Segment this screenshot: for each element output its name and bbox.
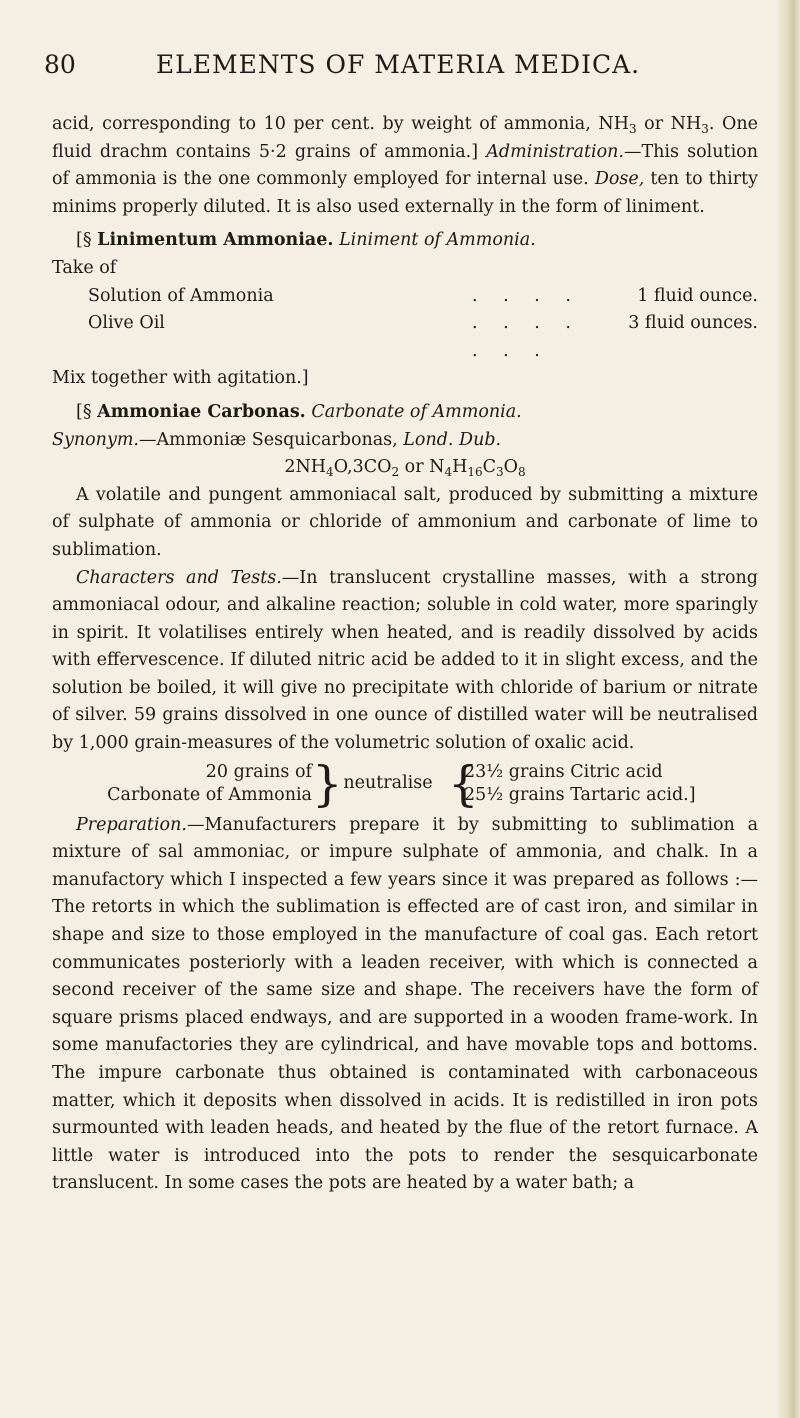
paragraph-ammonia-solution [52,111,758,221]
page-number: 80 [44,50,76,79]
recipe-ingredient: Olive Oil [88,313,165,334]
carbonas-latin-title: Ammoniae Carbonas. [97,401,306,422]
mix-instruction: Mix together with agitation.] [52,368,309,389]
synonym-source: Lond. Dub. [403,429,502,450]
liniment-english-title: Liniment of Ammonia. [339,230,536,251]
neutralise-left [82,761,312,807]
neutralise-left-line2: Carbonate of Ammonia [107,784,312,805]
page-header [44,50,752,90]
bracket-section: [§ [76,230,98,251]
recipe-quantity: 1 fluid ounce. [637,285,758,306]
recipe-quantity: 3 fluid ounces. [628,313,758,334]
liniment-heading [52,227,758,255]
neutralise-right-line1: 23½ grains Citric acid [464,761,663,782]
text-span: —This solution of ammonia is the one commonly employed for internal use. [52,141,758,190]
text-span: acid, corresponding to 10 per cent. by weight of ammonia, NH [52,114,629,134]
chemical-formula: $2NH_4O,3CO_2$ or $N_4H_{16}C_3O_8$ [284,457,526,480]
neutralise-right [464,761,764,807]
running-title: ELEMENTS OF MATERIA MEDICA. [155,50,641,79]
carbonas-english-title: Carbonate of Ammonia. [311,401,522,422]
preparation-text: —Manufacturers prepare it by submitting to sublimation a mixture of sal ammoniac, or impure sulphate of ammonia, and chalk. In a manufactory which I inspected a few years since it was prepared as follows :—The retorts in which the sublimation is effected are of cast iron, and similar in shape and size to those employed in the manufacture of coal gas. Each retort communicates posteriorly with a leaden receiver, with which is connected a second receiver of the same size and shape. The receivers have the form of square prisms placed endways, and are supported in a wooden frame-work. In some manufactories they are cylindrical, and have movable tops and bottoms. The impure carbonate thus obtained is contaminated with carbonaceous matter, which it deposits when dissolved in acids. It is redistilled in iron pots surmounted with leaden heads, and heated by the flue of the retort furnace. A little water is introduced into the pots to render the sesquicarbonate translucent. In some cases the pots are heated by a water bath; a [52,814,758,1194]
text-span: ten to thirty minims properly diluted. It is also used externally in the form of liniment. [52,169,758,217]
right-brace: } [312,755,343,812]
recipe-dots: . . . . . . . [472,313,581,361]
body-text [52,111,758,1198]
synonym-label: Synonym. [52,429,139,450]
administration-label: Administration. [486,141,624,162]
characters-label: Characters and Tests. [76,567,282,588]
characters-paragraph [52,565,758,758]
text-span: . One fluid drachm contains 5·2 grains of ammonia.] [52,114,758,162]
take-of: Take of [52,257,117,278]
carbonas-heading [52,399,758,427]
bracket-section: [§ [76,401,98,422]
synonym-text: —Ammoniæ Sesquicarbonas, [139,429,404,450]
dose-label: Dose, [594,169,645,190]
preparation-label: Preparation. [76,814,187,835]
text-span: or NH [636,114,702,134]
recipe-row-olive-oil [52,310,758,365]
preparation-paragraph [52,812,758,1198]
recipe-ingredient: Solution of Ammonia [88,285,274,306]
synonym-line [52,427,758,455]
left-brace: { [448,755,479,812]
recipe-row-solution [52,283,758,311]
neutralise-right-line2: 25½ grains Tartaric acid.] [464,784,696,805]
recipe-dots: . . . . [472,285,581,306]
neutralise-table [82,755,758,812]
neutralise-left-line1: 20 grains of [205,761,312,782]
characters-text: —In translucent crystalline masses, with a strong ammoniacal odour, and alkaline reaction; soluble in cold water, more sparingly in spirit. It volatilises entirely when heated, and is readily dissolved by acids with effervescence. If diluted nitric acid be added to it in slight excess, and the solution be boiled, it will give no precipitate with chloride of barium or nitrate of silver. 59 grains dissolved in one ounce of distilled water will be neutralised by 1,000 grain-measures of the volumetric solution of oxalic acid. [52,567,758,754]
page-edge-shadow [778,0,800,1418]
neutralise-verb: neutralise [343,773,433,794]
liniment-latin-title: Linimentum Ammoniae. [97,230,334,251]
carbonas-description: A volatile and pungent ammoniacal salt, produced by submitting a mixture of sulphate of ammonia or chloride of ammonium and carbonate of lime to sublimation. [52,484,758,560]
subscript: 3 [701,122,709,136]
subscript: 3 [628,122,637,136]
